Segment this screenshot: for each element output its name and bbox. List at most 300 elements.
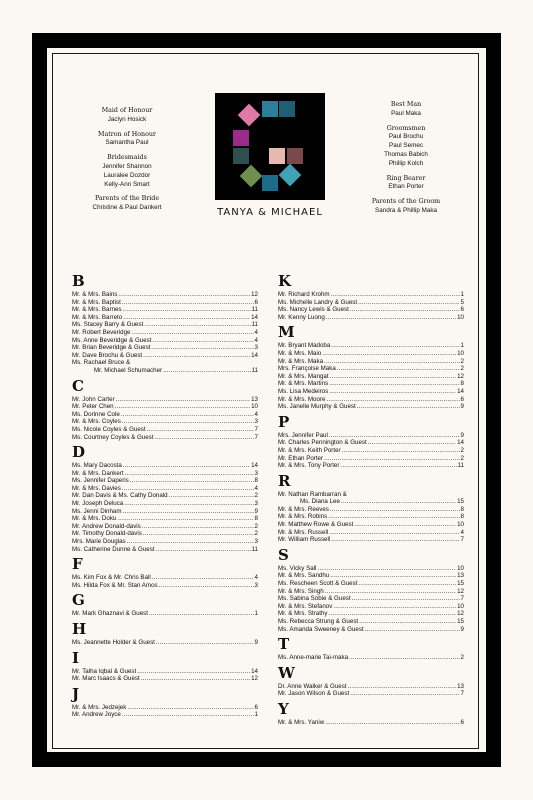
dot-leader (330, 373, 457, 381)
table-number: 6 (460, 718, 464, 726)
dot-leader (331, 342, 459, 350)
table-number: 2 (254, 492, 258, 500)
guest-name: Ms. Anne-marie Tai-maka (278, 654, 349, 662)
dot-leader (123, 306, 251, 314)
guest-row (278, 350, 464, 358)
logo-square (262, 101, 278, 117)
dot-leader (125, 470, 254, 478)
dot-leader (159, 582, 254, 590)
guest-name: Mr. Charles Pennington & Guest (278, 439, 367, 447)
party-member: Ethan Porter (388, 183, 424, 191)
dot-leader (123, 508, 254, 516)
party-role: Parents of the Groom (371, 198, 441, 206)
guest-name: Mr. & Mrs. Reeves (278, 505, 329, 513)
guest-row (278, 432, 464, 440)
table-number: 4 (254, 328, 258, 336)
guest-name: Mr. Michael Schumacher (94, 366, 163, 374)
table-number: 6 (460, 306, 464, 314)
guest-row (278, 396, 464, 404)
dot-leader (331, 291, 460, 299)
dot-leader (329, 610, 457, 618)
party-member: Sandra & Phillip Maka (375, 206, 437, 214)
table-number: 12 (251, 291, 258, 298)
guest-name: Mr. Jason Wilson & Guest (278, 690, 350, 698)
guest-name: Ms. Rescheen Scott & Guest (278, 580, 358, 588)
guest-row (72, 396, 258, 404)
guest-name: Mr. Ethan Porter (278, 454, 324, 462)
party-member: Phillip Kolch (388, 159, 424, 167)
guest-row (278, 455, 464, 463)
guest-row (72, 314, 258, 322)
guest-row (278, 403, 464, 411)
table-number: 2 (460, 357, 464, 365)
bridal-party (67, 107, 187, 213)
dot-leader (352, 595, 460, 603)
guest-name: Mr. & Mrs. Strathy (278, 610, 328, 618)
dot-leader (354, 521, 456, 529)
dot-leader (330, 572, 456, 580)
guest-row (72, 291, 258, 299)
table-number: 14 (251, 313, 258, 321)
guest-row (72, 639, 258, 647)
guest-name: Ms. Stacey Barry & Guest (72, 321, 144, 329)
guest-row (278, 610, 464, 618)
guest-row (278, 498, 464, 506)
guest-row (72, 711, 258, 719)
table-number: 3 (254, 581, 258, 589)
dot-leader (151, 344, 253, 352)
guest-row (278, 521, 464, 529)
guest-row (72, 411, 258, 419)
guest-row (72, 523, 258, 531)
guest-name: Ms. Jenni Dinham (72, 507, 122, 515)
table-number: 9 (254, 639, 258, 646)
guest-row (278, 506, 464, 514)
logo-square (279, 164, 302, 187)
guest-row (72, 367, 258, 375)
guest-row (278, 529, 464, 537)
party-member: Lauralee Dozdor (103, 171, 151, 179)
seating-column-left (72, 270, 258, 719)
guest-name: Mr. Mark Ghaznavi & Guest (72, 610, 148, 618)
guest-name: Mr. Andrew Joyce (72, 711, 121, 719)
dot-leader (342, 447, 460, 455)
guest-name: Mr. & Mrs. Barnes (72, 306, 122, 314)
guest-row (72, 704, 258, 712)
logo-square (269, 148, 285, 164)
guest-row (278, 565, 464, 573)
guest-name: Mrs. Jennifer Paul (278, 431, 328, 439)
section-letter: T (278, 635, 290, 654)
table-number: 3 (254, 500, 258, 508)
guest-name: Mr. & Mrs. Maio (278, 349, 322, 357)
party-member: Samantha Paul (105, 139, 149, 147)
guest-row (72, 344, 258, 352)
monogram-logo (215, 93, 325, 200)
logo-square (262, 175, 278, 191)
table-number: 10 (457, 313, 464, 321)
guest-name: Mr. Brian Beveridge & Guest (72, 344, 151, 352)
table-number: 13 (457, 682, 464, 690)
dot-leader (322, 350, 456, 358)
table-number: 1 (460, 291, 464, 298)
table-number: 1 (460, 342, 464, 350)
table-number: 7 (460, 690, 464, 698)
guest-name: Mr. Marc Isaacs & Guest (72, 675, 140, 683)
table-number: 4 (254, 484, 258, 492)
guest-row (72, 329, 258, 337)
dot-leader (348, 683, 457, 691)
guest-row (278, 536, 464, 544)
guest-name: Mr. Joseph Deluca (72, 500, 124, 508)
guest-row (72, 582, 258, 590)
table-number: 12 (457, 372, 464, 380)
section-letter: D (72, 443, 86, 462)
table-number: 13 (251, 395, 258, 403)
guest-row (278, 513, 464, 521)
logo-square (238, 104, 261, 127)
guest-row (72, 546, 258, 554)
table-number: 9 (254, 507, 258, 515)
dot-leader (122, 299, 254, 307)
dot-leader (147, 426, 254, 434)
guest-name: Mrs. Marie Douglas (72, 538, 126, 546)
guest-row (72, 418, 258, 426)
table-number: 9 (460, 403, 464, 411)
dot-leader (330, 506, 460, 514)
dot-leader (156, 639, 254, 647)
guest-name: Mr. Nathan Rambarran & (278, 490, 347, 498)
guest-name: Mr. Robert Beveridge (72, 328, 131, 336)
table-number: 10 (457, 521, 464, 529)
dot-leader (152, 574, 254, 582)
dot-leader (121, 411, 254, 419)
dot-leader (149, 610, 254, 618)
guest-row (72, 492, 258, 500)
table-number: 5 (460, 298, 464, 306)
party-member: Jaclyn Hosick (107, 115, 147, 123)
guest-row (278, 306, 464, 314)
guest-row (278, 358, 464, 366)
dot-leader (130, 477, 254, 485)
dot-leader (350, 306, 460, 314)
guest-name: Mr. & Mrs. Jedzejek (72, 703, 127, 711)
guest-name: Ms. Dorinne Cole (72, 410, 120, 418)
table-number: 7 (254, 425, 258, 433)
guest-name: Mr. Matthew Rowe & Guest (278, 521, 354, 529)
dot-leader (357, 403, 460, 411)
dot-leader (123, 462, 250, 470)
table-number: 14 (457, 387, 464, 395)
guest-row (278, 291, 464, 299)
guest-name: Mr. & Mrs. Stefanov (278, 602, 333, 610)
guest-name: Ms. Vicky Sall (278, 564, 317, 572)
table-number: 1 (254, 711, 258, 719)
table-number: 11 (251, 306, 258, 314)
table-number: 11 (251, 366, 258, 374)
table-number: 1 (254, 610, 258, 618)
dot-leader (156, 546, 251, 554)
guest-row (72, 462, 258, 470)
party-member: Paul Brochu (388, 133, 424, 141)
guest-name: Mr. & Mrs. Doku (72, 515, 117, 523)
table-number: 14 (251, 351, 258, 359)
guest-name: Mr. & Mrs. Baptist (72, 298, 121, 306)
guest-name: Mr. & Mrs. Maka (278, 357, 324, 365)
logo-square (287, 148, 303, 164)
table-number: 7 (460, 595, 464, 603)
table-number: 7 (254, 433, 258, 441)
table-number: 2 (254, 522, 258, 530)
guest-name: Ms. Jennifer Daperis (72, 477, 129, 485)
party-role: Ring Bearer (386, 174, 426, 182)
guest-name: Mr. John Carter (72, 395, 115, 403)
dot-leader (359, 618, 456, 626)
dot-leader (325, 588, 456, 596)
guest-name: Ms. Mary Dacosta (72, 462, 122, 470)
dot-leader (324, 455, 459, 463)
table-number: 12 (457, 610, 464, 618)
party-member: Christine & Paul Dankert (92, 204, 162, 212)
table-number: 3 (254, 344, 258, 352)
table-number: 4 (254, 574, 258, 582)
guest-row (72, 668, 258, 676)
guest-row (72, 538, 258, 546)
table-number: 3 (254, 418, 258, 426)
table-number: 8 (460, 505, 464, 513)
table-number: 8 (460, 380, 464, 388)
dot-leader (152, 337, 253, 345)
dot-leader (340, 462, 456, 470)
guest-name: Mr. William Russell (278, 536, 331, 544)
table-number: 11 (251, 321, 258, 329)
section-letter: I (72, 648, 80, 667)
guest-name: Mr. & Mrs. Bains (72, 291, 118, 298)
guest-name: Ms. Anne Beveridge & Guest (72, 336, 152, 344)
guest-name: Mr. Richard Krohm (278, 291, 330, 298)
section-letter: B (72, 272, 85, 290)
guest-row (278, 299, 464, 307)
guest-name: Ms. Rebecca Strung & Guest (278, 618, 359, 625)
dot-leader (144, 321, 250, 329)
guest-name: Ms. Rachael Bruce & (72, 359, 131, 367)
guest-row (72, 352, 258, 360)
dot-leader (127, 538, 254, 546)
dot-leader (348, 491, 463, 499)
table-number: 3 (254, 538, 258, 546)
guest-name: Mr. & Mrs. Barreto (72, 313, 123, 321)
section-letter: C (72, 376, 84, 395)
guest-row (278, 580, 464, 588)
dot-leader (123, 314, 250, 322)
dot-leader (137, 668, 250, 676)
guest-name: Mr. & Mrs. Keith Porter (278, 446, 341, 454)
table-number: 4 (254, 410, 258, 418)
party-role: Parents of the Bride (94, 195, 160, 203)
dot-leader (333, 603, 456, 611)
guest-name: Mr. & Mrs. Tony Porter (278, 462, 340, 470)
guest-name: Ms. Courtney Coyles & Guest (72, 433, 154, 441)
table-number: 2 (460, 446, 464, 454)
guest-row (72, 508, 258, 516)
guest-row (72, 477, 258, 485)
section-letter: W (278, 663, 295, 682)
table-number: 7 (460, 536, 464, 544)
dot-leader (368, 439, 456, 447)
guest-name: Mr. Timothy Donald-davis (72, 530, 142, 538)
table-number: 8 (254, 515, 258, 523)
guest-name: Mr. Bryant Madoba (278, 342, 331, 350)
party-member: Paul Maka (391, 109, 421, 117)
dot-leader (350, 690, 459, 698)
guest-name: Mr. & Mrs. Russell (278, 528, 329, 536)
guest-row (278, 314, 464, 322)
dot-leader (337, 365, 460, 373)
guest-row (72, 470, 258, 478)
guest-name: Ms. Michelle Landry & Guest (278, 298, 358, 306)
table-number: 10 (457, 602, 464, 610)
guest-name: Ms. Hilda Fox & Mr. Stan Amos (72, 581, 158, 589)
guest-name: Mrs. Françoise Maka (278, 365, 336, 373)
guest-row (278, 595, 464, 603)
table-number: 13 (457, 572, 464, 580)
table-number: 14 (251, 667, 258, 675)
table-number: 4 (254, 336, 258, 344)
guest-row (72, 485, 258, 493)
section-letter: S (278, 545, 289, 564)
table-number: 2 (460, 365, 464, 373)
dot-leader (317, 565, 456, 573)
dot-leader (328, 513, 459, 521)
guest-name: Mr. & Mrs. Coyles (72, 418, 121, 426)
dot-leader (155, 434, 254, 442)
guest-name: Mr. Andrew Donald-davis (72, 522, 141, 530)
dot-leader (324, 358, 460, 366)
table-number: 8 (254, 477, 258, 485)
logo-square (240, 165, 263, 188)
table-number: 14 (457, 439, 464, 447)
party-member: Paul Semec (389, 142, 423, 150)
guest-row (72, 306, 258, 314)
dot-leader (329, 529, 459, 537)
table-number: 15 (457, 618, 464, 625)
guest-row (278, 491, 464, 499)
guest-name: Mr. & Mrs. Sandhu (278, 572, 330, 580)
dot-leader (169, 492, 254, 500)
guest-row (278, 588, 464, 596)
guest-row (72, 530, 258, 538)
guest-row (278, 342, 464, 350)
guest-row (72, 574, 258, 582)
table-number: 2 (460, 454, 464, 462)
section-letter: K (278, 272, 292, 290)
table-number: 15 (457, 580, 464, 588)
party-role: Matron of Honour (98, 130, 156, 138)
dot-leader (124, 500, 253, 508)
table-number: 14 (251, 462, 258, 470)
dot-leader (358, 580, 456, 588)
guest-row (72, 500, 258, 508)
guest-row (278, 603, 464, 611)
guest-name: Mr. Dan Davis & Ms. Cathy Donald (72, 492, 168, 500)
guest-row (278, 462, 464, 470)
table-number: 6 (254, 703, 258, 711)
dot-leader (325, 719, 459, 727)
guest-row (72, 610, 258, 618)
guest-row (278, 690, 464, 698)
party-role: Best Man (390, 101, 422, 108)
guest-name: Ms. Catherine Dunne & Guest (72, 545, 155, 553)
guest-name: Ms. Janelle Murphy & Guest (278, 403, 356, 411)
guest-name: Dr. Anne Walker & Guest (278, 682, 347, 690)
guest-name: Mr. Kenny Luong (278, 313, 325, 321)
dot-leader (131, 359, 257, 367)
guest-name: Ms. Nancy Lewis & Guest (278, 306, 349, 314)
guest-row (278, 373, 464, 381)
table-number: 9 (460, 625, 464, 633)
dot-leader (142, 523, 254, 531)
guest-name: Mr. & Mrs. Martins (278, 380, 329, 388)
guest-row (278, 626, 464, 634)
guest-row (278, 683, 464, 691)
dot-leader (131, 329, 253, 337)
dot-leader (141, 675, 250, 683)
dot-leader (163, 367, 250, 375)
guest-name: Mr. & Mrs. Yaniw (278, 718, 325, 726)
table-number: 12 (251, 675, 258, 683)
table-number: 4 (460, 528, 464, 536)
table-number: 15 (457, 498, 464, 506)
guest-name: Mr. & Mrs. Moore (278, 395, 326, 403)
guest-name: Mr. Dave Brochu & Guest (72, 351, 143, 359)
seating-column-right (278, 270, 464, 727)
guest-row (72, 675, 258, 683)
section-letter: G (72, 591, 85, 610)
dot-leader (117, 515, 253, 523)
dot-leader (122, 418, 254, 426)
guest-name: Ms. Kim Fox & Mr. Chris Ball (72, 574, 151, 582)
dot-leader (358, 299, 459, 307)
dot-leader (349, 654, 460, 662)
guest-row (278, 388, 464, 396)
dot-leader (341, 498, 456, 506)
section-letter: P (278, 412, 290, 431)
dot-leader (122, 485, 254, 493)
party-member: Kelly-Ann Smart (104, 180, 150, 188)
guest-row (72, 403, 258, 411)
guest-row (278, 572, 464, 580)
table-number: 11 (457, 462, 464, 470)
section-letter: R (278, 471, 291, 490)
section-letter: J (72, 684, 80, 703)
guest-row (72, 359, 258, 367)
table-number: 6 (254, 298, 258, 306)
guest-row (278, 365, 464, 373)
guest-row (72, 321, 258, 329)
guest-row (72, 515, 258, 523)
guest-name: Mr. & Mrs. Davies (72, 484, 121, 492)
logo-square (233, 148, 249, 164)
dot-leader (122, 711, 254, 719)
guest-name: Ms. Diana Lee (300, 498, 340, 506)
table-number: 9 (460, 431, 464, 439)
dot-leader (365, 626, 460, 634)
table-number: 10 (457, 564, 464, 572)
dot-leader (329, 432, 460, 440)
guest-name: Ms. Amanda Sweeney & Guest (278, 625, 364, 633)
guest-row (72, 426, 258, 434)
guest-name: Mr. & Mrs. Singh (278, 587, 324, 595)
